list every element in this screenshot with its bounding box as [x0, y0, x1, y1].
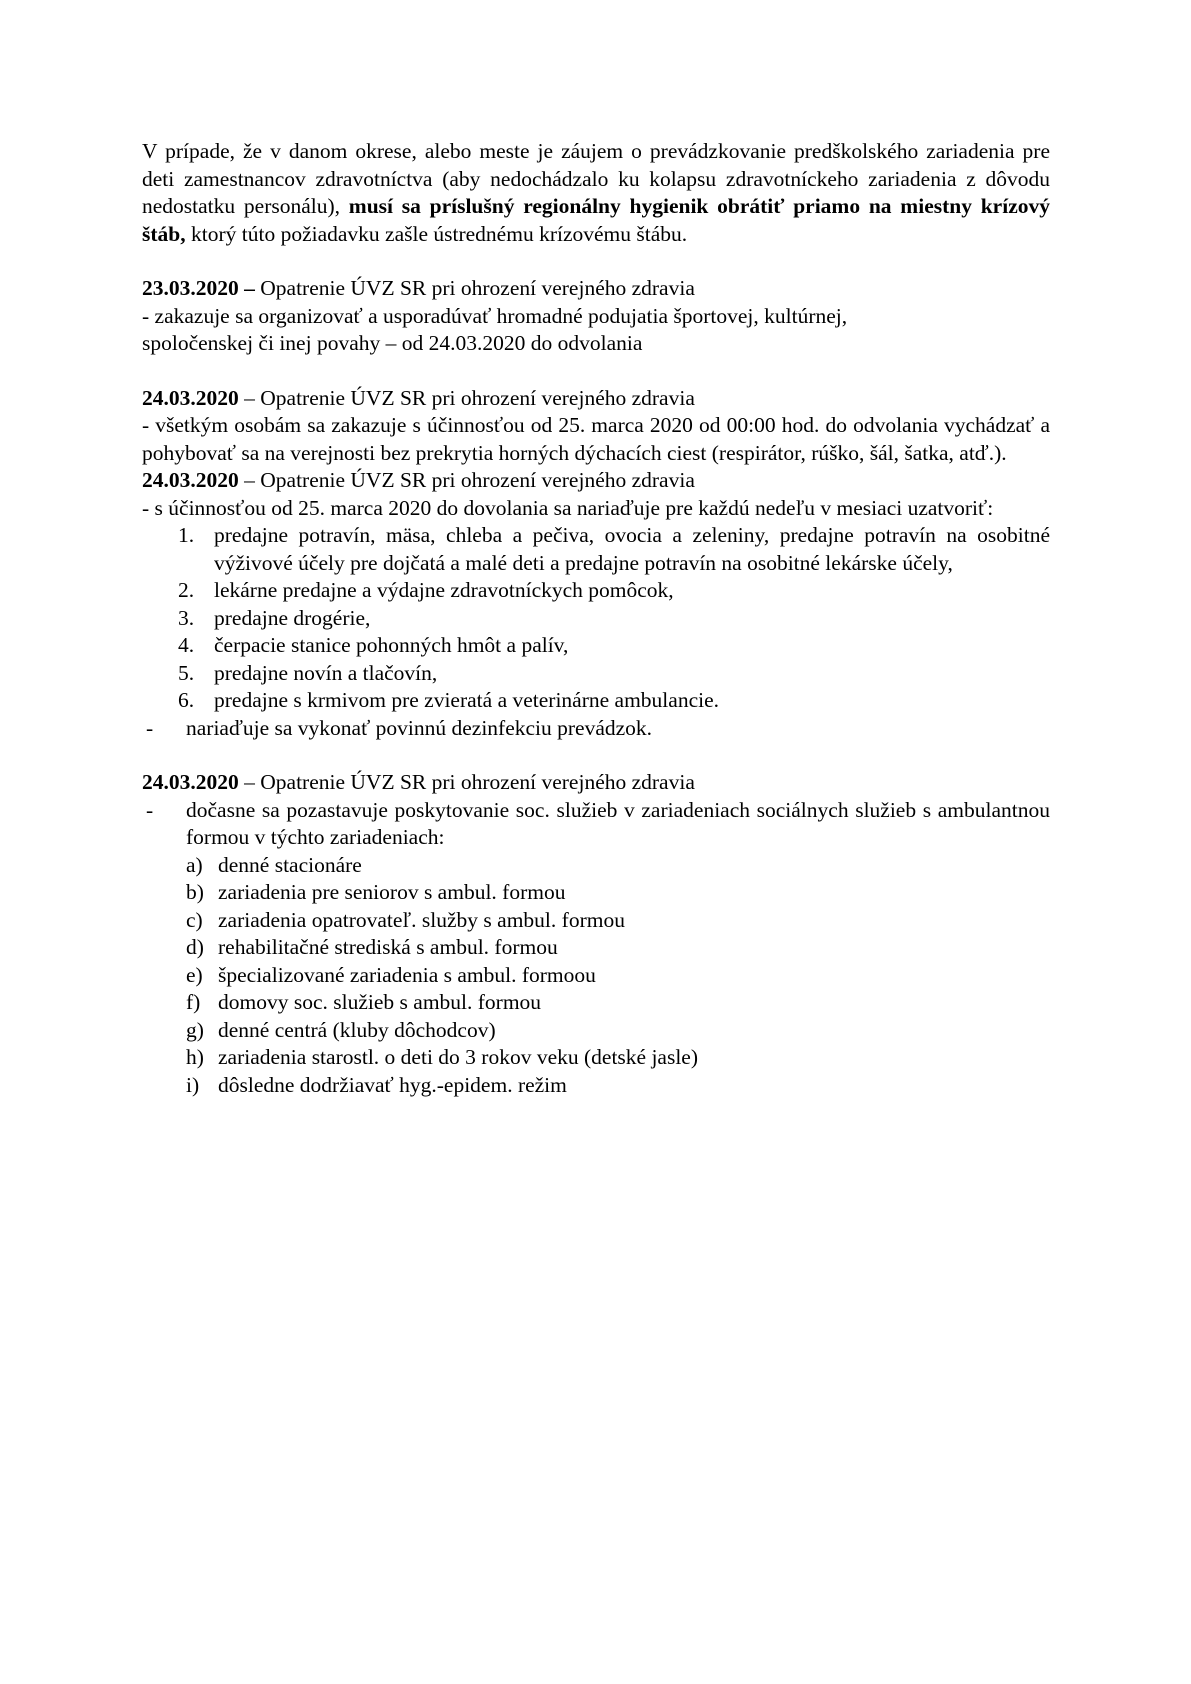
document-page	[142, 138, 1050, 1099]
list-item	[142, 934, 1050, 962]
section1-line2: spoločenskej či inej povahy – od 24.03.2020 do odvolania	[142, 331, 643, 355]
intro-text-before: V prípade, že v danom okrese, alebo meste je záujem o prevádzkovanie predškolského zariadenia pre deti zamestnancov zdravotníctva (aby nedochádzalo ku kolapsu zdravotníckeho zariadenia z dôvodu nedostatku personálu),	[142, 139, 1050, 218]
intro-bold-text: musí sa príslušný regionálny hygienik obrátiť priamo na miestny krízový štáb,	[142, 194, 1050, 246]
list-item	[142, 907, 1050, 935]
section4-date: 24.03.2020	[142, 770, 239, 794]
list-marker: h)	[186, 1045, 204, 1069]
section2-heading	[142, 385, 1050, 413]
list-marker: 6.	[178, 688, 195, 712]
list-marker: 5.	[178, 660, 195, 685]
list-marker: c)	[186, 907, 203, 932]
section3-date: 24.03.2020	[142, 468, 239, 492]
list-marker: b)	[186, 880, 204, 904]
section3-text: - s účinnosťou od 25. marca 2020 do dovolania sa nariaďuje pre každú nedeľu v mesiaci uzatvoriť:	[142, 495, 994, 520]
spacer	[142, 742, 1050, 769]
dash-item-text: dočasne sa pozastavuje poskytovanie soc. služieb v zariadeniach sociálnych služieb s ambulantnou formou v týchto zariadeniach:	[186, 797, 1050, 849]
list-item-text: predajne novín a tlačovín,	[214, 660, 438, 685]
list-marker: 2.	[178, 578, 195, 602]
section3-heading	[142, 467, 1050, 495]
section2-date: 24.03.2020	[142, 385, 239, 410]
list-marker: d)	[186, 935, 204, 959]
list-marker: 4.	[178, 633, 195, 657]
list-item	[142, 989, 1050, 1017]
section3-dash-item	[142, 715, 1050, 743]
spacer	[142, 358, 1050, 385]
list-item-text: dôsledne dodržiavať hyg.-epidem. režim	[218, 1072, 567, 1097]
list-item	[142, 522, 1050, 577]
list-item	[142, 962, 1050, 990]
list-item-text: špecializované zariadenia s ambul. formoou	[218, 962, 596, 987]
list-marker: g)	[186, 1017, 204, 1042]
list-item	[142, 1072, 1050, 1100]
list-marker: f)	[186, 990, 201, 1014]
section1-date: 23.03.2020 –	[142, 276, 255, 300]
list-item-text: zariadenia pre seniorov s ambul. formou	[218, 880, 566, 904]
list-item-text: predajne s krmivom pre zvieratá a veterinárne ambulancie.	[214, 688, 720, 712]
dash-item-text: nariaďuje sa vykonať povinnú dezinfekciu prevádzok.	[186, 715, 653, 740]
list-item	[142, 1044, 1050, 1072]
list-item	[142, 852, 1050, 880]
list-item-text: lekárne predajne a výdajne zdravotníckych pomôcok,	[214, 578, 674, 602]
list-item	[142, 660, 1050, 688]
list-marker: 3.	[178, 605, 195, 630]
intro-text-after: ktorý túto požiadavku zašle ústrednému krízovému štábu.	[185, 221, 688, 246]
dash-marker: -	[146, 797, 154, 822]
section4-dash-item	[142, 797, 1050, 852]
list-item-text: predajne potravín, mäsa, chleba a pečiva, ovocia a zeleniny, predajne potravín na osobitné výživové účely pre dojčatá a malé deti a predajne potravín na osobitné lekárske účely,	[214, 523, 1050, 575]
section1-line1: - zakazuje sa organizovať a usporadúvať hromadné podujatia športovej, kultúrnej,	[142, 303, 848, 328]
list-item-text: čerpacie stanice pohonných hmôt a palív,	[214, 633, 569, 657]
list-marker: i)	[186, 1072, 200, 1097]
list-marker: e)	[186, 962, 203, 987]
list-item-text: zariadenia starostl. o deti do 3 rokov veku (detské jasle)	[218, 1045, 699, 1069]
list-item	[142, 879, 1050, 907]
section4-title: – Opatrenie ÚVZ SR pri ohrození verejného zdravia	[238, 770, 695, 794]
list-item	[142, 1017, 1050, 1045]
section4-lettered-list	[142, 852, 1050, 1100]
list-item	[142, 577, 1050, 605]
list-item	[142, 632, 1050, 660]
intro-paragraph	[142, 138, 1050, 248]
section1-heading	[142, 275, 1050, 303]
list-item-text: domovy soc. služieb s ambul. formou	[218, 990, 542, 1014]
section3-numbered-list	[142, 522, 1050, 715]
list-marker: a)	[186, 852, 203, 877]
list-item-text: denné stacionáre	[218, 852, 362, 877]
section1-title: Opatrenie ÚVZ SR pri ohrození verejného zdravia	[254, 276, 695, 300]
spacer	[142, 248, 1050, 275]
list-item-text: predajne drogérie,	[214, 605, 371, 630]
list-item	[142, 605, 1050, 633]
section2-text: - všetkým osobám sa zakazuje s účinnosťou od 25. marca 2020 od 00:00 hod. do odvolania vychádzať a pohybovať sa na verejnosti bez prekrytia horných dýchacích ciest (respirátor, rúško, šál, šatka, atď.).	[142, 413, 1050, 465]
list-item-text: zariadenia opatrovateľ. služby s ambul. formou	[218, 907, 625, 932]
dash-marker: -	[146, 715, 154, 740]
section4-heading	[142, 769, 1050, 797]
list-item	[142, 687, 1050, 715]
section2-title: – Opatrenie ÚVZ SR pri ohrození verejného zdravia	[238, 385, 695, 410]
list-item-text: denné centrá (kluby dôchodcov)	[218, 1017, 496, 1042]
section3-title: – Opatrenie ÚVZ SR pri ohrození verejného zdravia	[238, 468, 695, 492]
list-item-text: rehabilitačné strediská s ambul. formou	[218, 935, 558, 959]
list-marker: 1.	[178, 523, 195, 547]
